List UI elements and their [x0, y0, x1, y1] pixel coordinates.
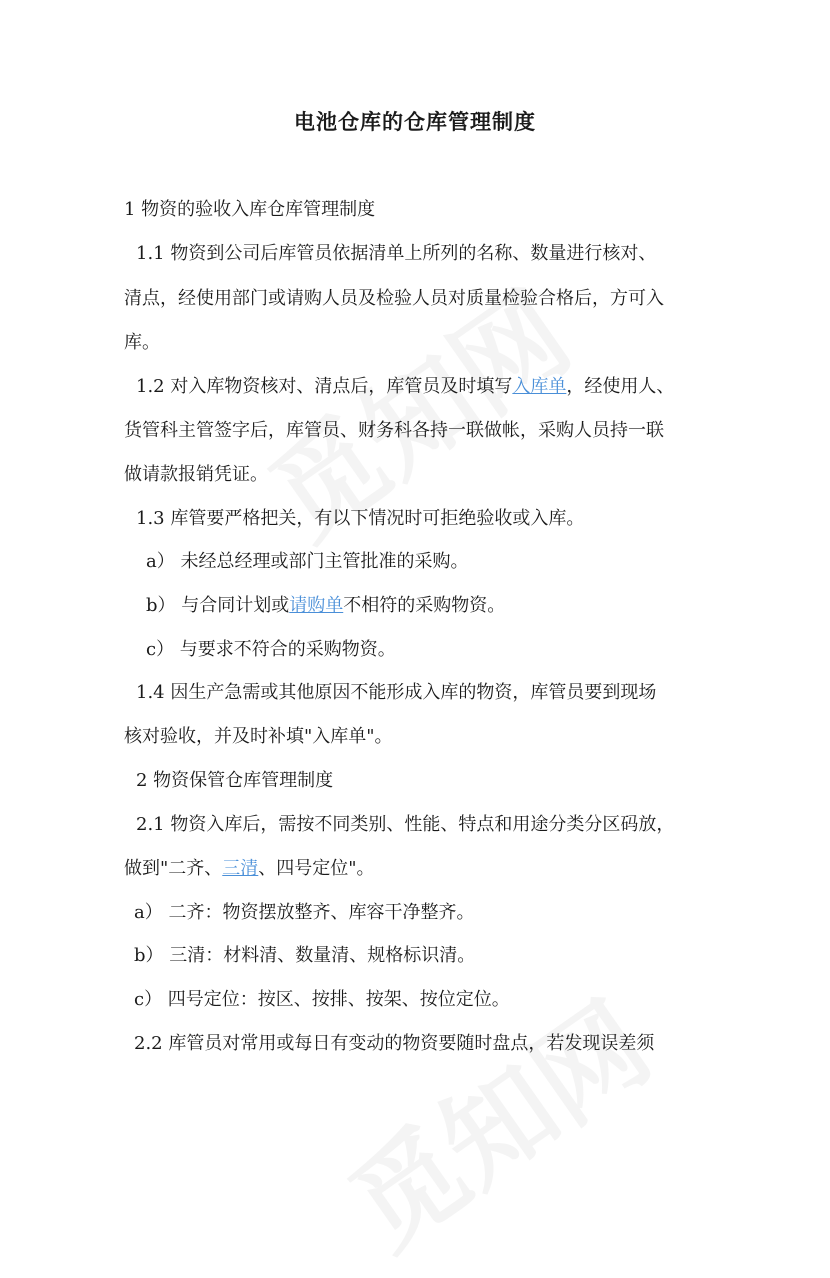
paragraph-line: 货管科主管签字后，库管员、财务科各持一联做帐，采购人员持一联: [124, 420, 664, 441]
paragraph-line: 1.3 库管要严格把关，有以下情况时可拒绝验收或入库。: [136, 508, 585, 529]
paragraph-line: 2.2 库管员对常用或每日有变动的物资要随时盘点，若发现误差须: [134, 1033, 655, 1054]
paragraph-line: 核对验收，并及时补填"入库单"。: [124, 726, 393, 747]
list-item: a） 未经总经理或部门主管批准的采购。: [146, 551, 469, 572]
section-heading: 1 物资的验收入库仓库管理制度: [124, 199, 376, 220]
paragraph-line: 清点，经使用部门或请购人员及检验人员对质量检验合格后，方可入: [124, 288, 664, 309]
line-text: 、四号定位"。: [258, 858, 375, 879]
link-ruku-dan[interactable]: 入库单: [512, 376, 567, 397]
paragraph-line: 1.1 物资到公司后库管员依据清单上所列的名称、数量进行核对、: [136, 243, 657, 264]
list-item: [146, 594, 505, 618]
paragraph-line: 2.1 物资入库后，需按不同类别、性能、特点和用途分类分区码放，: [136, 814, 675, 835]
page-title: 电池仓库的仓库管理制度: [294, 110, 536, 134]
list-item: a） 二齐：物资摆放整齐、库容干净整齐。: [134, 902, 475, 923]
link-qinggou-dan[interactable]: 请购单: [289, 595, 344, 616]
paragraph-line: 库。: [124, 332, 160, 353]
list-item: c） 与要求不符合的采购物资。: [146, 639, 396, 660]
paragraph-line: 做请款报销凭证。: [124, 464, 268, 485]
line-text: b） 与合同计划或: [146, 595, 290, 616]
list-item: c） 四号定位：按区、按排、按架、按位定位。: [134, 989, 510, 1010]
line-text: 1.2 对入库物资核对、清点后，库管员及时填写: [136, 376, 513, 397]
line-text: ，经使用人、: [566, 376, 675, 397]
paragraph-line: [136, 375, 674, 399]
section-heading: 2 物资保管仓库管理制度: [136, 770, 334, 791]
paragraph-line: 1.4 因生产急需或其他原因不能形成入库的物资，库管员要到现场: [136, 682, 657, 703]
line-text: 做到"二齐、: [124, 858, 223, 879]
paragraph-line: [124, 857, 375, 881]
line-text: 不相符的采购物资。: [343, 595, 506, 616]
link-san-qing[interactable]: 三清: [222, 858, 259, 879]
list-item: b） 三清：材料清、数量清、规格标识清。: [134, 945, 476, 966]
